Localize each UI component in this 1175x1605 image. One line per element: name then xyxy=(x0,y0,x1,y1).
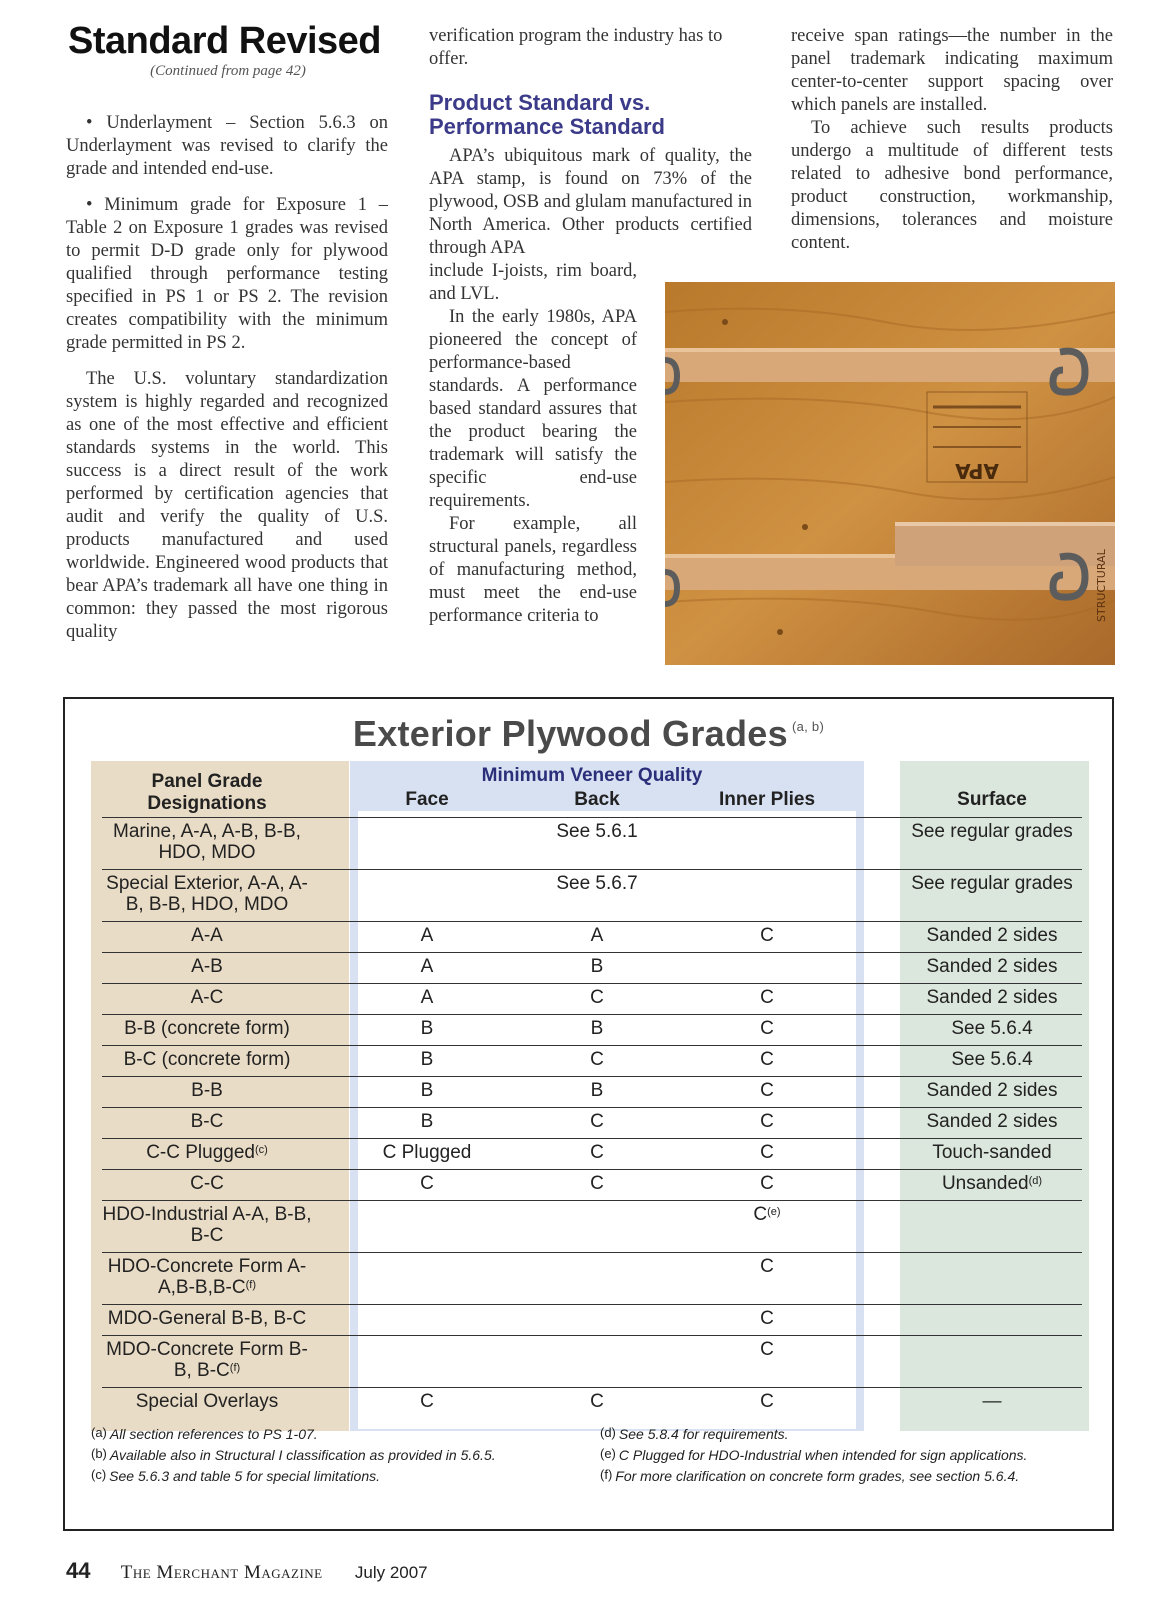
cell-back: See 5.6.1 xyxy=(556,821,638,842)
cell-grade: C-C xyxy=(190,1173,224,1194)
cell-back: C xyxy=(590,1142,604,1163)
cell-inner: C xyxy=(760,1142,774,1163)
cell-inner: C xyxy=(760,1049,774,1070)
table-title-text: Exterior Plywood Grades xyxy=(352,713,788,754)
cell-inner: C xyxy=(760,925,774,946)
table-row xyxy=(102,1335,1082,1387)
cell-surface: See 5.6.4 xyxy=(951,1049,1033,1070)
paragraph: In the early 1980s, APA pioneered the concept of performance-based standards. A performance based standard assures that the product bearing the trademark will satisfy the specific end-use requirements. xyxy=(429,307,637,511)
table-row xyxy=(102,1076,1082,1107)
cell-surface: See regular grades xyxy=(911,873,1073,894)
cell-inner: C xyxy=(760,1080,774,1101)
cell-back: See 5.6.7 xyxy=(556,873,638,894)
cell-grade: B-B xyxy=(191,1080,223,1101)
table-row xyxy=(102,1252,1082,1304)
cell-back: B xyxy=(590,1018,604,1039)
cell-face: A xyxy=(420,925,434,946)
cell-surface: Sanded 2 sides xyxy=(926,987,1058,1008)
cell-back: C xyxy=(590,987,604,1008)
cell-surface: Touch-sanded xyxy=(932,1142,1052,1163)
cell-back: C xyxy=(590,1173,604,1194)
section-subhead: Product Standard vs. Performance Standard xyxy=(429,90,665,139)
cell-grade: Special Exterior, A-A, A-B, B-B, HDO, MDO xyxy=(106,873,308,915)
paragraph: receive span ratings—the number in the panel trademark indicating maximum center-to-center support spacing over which panels are installed. xyxy=(791,26,1113,115)
issue-date: July 2007 xyxy=(354,1563,428,1582)
article-headline: Standard Revised xyxy=(68,20,381,62)
cell-grade: A-A xyxy=(191,925,223,946)
cell-grade: MDO-Concrete Form B-B, $B-C^{(f)}$ xyxy=(106,1339,308,1381)
cell-face: B xyxy=(420,1111,434,1132)
table-row xyxy=(102,952,1082,983)
cell-surface: See 5.6.4 xyxy=(951,1018,1033,1039)
cell-inner: C xyxy=(760,1308,774,1329)
page-footer xyxy=(66,1558,428,1584)
cell-surface: Sanded 2 sides xyxy=(926,1111,1058,1132)
header-face: Face xyxy=(405,789,449,810)
cell-back: C xyxy=(590,1111,604,1132)
magazine-name: The Merchant Magazine xyxy=(120,1562,323,1583)
cell-grade: HDO-Concrete Form $A-A,B-B,B-C^{(f)}$ xyxy=(107,1256,307,1298)
cell-grade: Special Overlays xyxy=(135,1391,279,1412)
cell-grade: B-B (concrete form) xyxy=(124,1018,290,1039)
cell-grade: MDO-General B-B, B-C xyxy=(107,1308,307,1329)
footnote: (d) See 5.8.4 for requirements. xyxy=(600,1425,789,1442)
table-grid xyxy=(102,761,1082,1418)
table-row xyxy=(102,1045,1082,1076)
paragraph: To achieve such results products undergo a multitude of different tests related to adhesive bond performance, product construction, workmanship, dimensions, tolerances and moisture content. xyxy=(791,118,1113,253)
paragraph: • Underlayment – Section 5.6.3 on Underlayment was revised to clarify the grade and intended end-use. xyxy=(66,113,388,179)
paragraph: For example, all structural panels, regardless of manufacturing method, must meet the end-use performance criteria to xyxy=(429,514,637,626)
paragraph: include I-joists, rim board, and LVL. xyxy=(429,261,637,304)
page-number: 44 xyxy=(66,1558,91,1583)
cell-back: C xyxy=(590,1391,604,1412)
footnote: (b) Available also in Structural I classification as provided in 5.6.5. xyxy=(91,1446,496,1463)
paragraph: The U.S. voluntary standardization system is highly regarded and recognized as one of the most effective and efficient standards systems in the world. This success is a direct result of the work performed by certification agencies that audit and verify the quality of U.S. products manufactured and used worldwide. Engineered wood products that bear APA’s trademark all have one thing in common: they passed the most rigorous quality xyxy=(66,369,388,642)
table-title xyxy=(65,713,1112,755)
cell-face: A xyxy=(420,987,434,1008)
cell-surface: Sanded 2 sides xyxy=(926,925,1058,946)
table-footnotes-right xyxy=(600,1424,1100,1487)
cell-face: A xyxy=(420,956,434,977)
cell-back: B xyxy=(590,956,604,977)
cell-inner: C xyxy=(760,1339,774,1360)
narrow-text-block xyxy=(429,260,637,628)
cell-grade: A-B xyxy=(191,956,223,977)
footnote: (c) See 5.6.3 and table 5 for special limitations. xyxy=(91,1467,380,1484)
cell-inner: C xyxy=(760,1018,774,1039)
table-header-row xyxy=(102,761,1082,817)
table-title-note: (a, b) xyxy=(791,719,825,734)
cell-back: C xyxy=(590,1049,604,1070)
cell-inner: C xyxy=(760,987,774,1008)
cell-face: B xyxy=(420,1018,434,1039)
cell-face: C xyxy=(420,1173,434,1194)
header-grade: Panel Grade Designations xyxy=(147,771,267,814)
cell-surface: Unsanded$^{(d)}$ xyxy=(941,1173,1043,1194)
plywood-photo-illustration xyxy=(665,282,1115,665)
table-row xyxy=(102,817,1082,869)
table-row xyxy=(102,1138,1082,1169)
table-footnotes-left xyxy=(91,1424,581,1487)
article-column-1 xyxy=(66,112,388,657)
header-min-veneer-quality: Minimum Veneer Quality xyxy=(481,765,703,786)
table-row xyxy=(102,1200,1082,1252)
cell-inner: C xyxy=(760,1173,774,1194)
cell-grade: B-C xyxy=(190,1111,224,1132)
cell-face: C Plugged xyxy=(382,1142,472,1163)
paragraph: APA’s ubiquitous mark of quality, the APA stamp, is found on 73% of the plywood, OSB and glulam manufactured in North America. Other products certified through APA xyxy=(429,146,752,258)
footnote: (e) C Plugged for HDO-Industrial when intended for sign applications. xyxy=(600,1446,1028,1463)
cell-surface: See regular grades xyxy=(911,821,1073,842)
cell-inner: C xyxy=(760,1391,774,1412)
header-back: Back xyxy=(574,789,620,810)
cell-face: C xyxy=(420,1391,434,1412)
article-column-3 xyxy=(791,25,1113,255)
footnote: (a) All section references to PS 1-07. xyxy=(91,1425,318,1442)
table-row xyxy=(102,1169,1082,1200)
cell-inner: C xyxy=(760,1256,774,1277)
table-row xyxy=(102,1107,1082,1138)
svg-text:STRUCTURAL: STRUCTURAL xyxy=(1095,549,1108,622)
table-row xyxy=(102,1014,1082,1045)
cell-grade: C-C Plugged$^{(c)}$ xyxy=(146,1142,268,1163)
cell-face: B xyxy=(420,1049,434,1070)
header-surface: Surface xyxy=(957,789,1027,810)
cell-grade: Marine, A-A, A-B, B-B, HDO, MDO xyxy=(113,821,301,863)
paragraph: verification program the industry has to offer. xyxy=(429,26,723,69)
table-row xyxy=(102,921,1082,952)
cell-grade: B-C (concrete form) xyxy=(123,1049,291,1070)
table-row xyxy=(102,869,1082,921)
continued-note: (Continued from page 42) xyxy=(150,63,306,79)
table-row xyxy=(102,1387,1082,1418)
header-inner-plies: Inner Plies xyxy=(718,789,816,810)
cell-back: B xyxy=(590,1080,604,1101)
paragraph: • Minimum grade for Exposure 1 – Table 2 on Exposure 1 grades was revised to permit D-D grade only for plywood qualified through performance testing specified in PS 1 or PS 2. The revision creates compatibility with the minimum grade permitted in PS 2. xyxy=(66,195,388,353)
cell-grade: HDO-Industrial A-A, B-B, B-C xyxy=(102,1204,312,1246)
table-row xyxy=(102,1304,1082,1335)
footnote: (f) For more clarification on concrete form grades, see section 5.6.4. xyxy=(600,1467,1020,1484)
plywood-photo xyxy=(665,282,1115,665)
cell-surface: — xyxy=(982,1391,1002,1412)
table-row xyxy=(102,983,1082,1014)
cell-inner: $C^{(e)}$ xyxy=(753,1204,781,1225)
cell-back: A xyxy=(590,925,604,946)
exterior-plywood-grades-table xyxy=(63,697,1114,1531)
cell-surface: Sanded 2 sides xyxy=(926,1080,1058,1101)
cell-grade: A-C xyxy=(190,987,224,1008)
cell-inner: C xyxy=(760,1111,774,1132)
cell-surface: Sanded 2 sides xyxy=(926,956,1058,977)
svg-text:APA: APA xyxy=(955,459,999,483)
cell-face: B xyxy=(420,1080,434,1101)
